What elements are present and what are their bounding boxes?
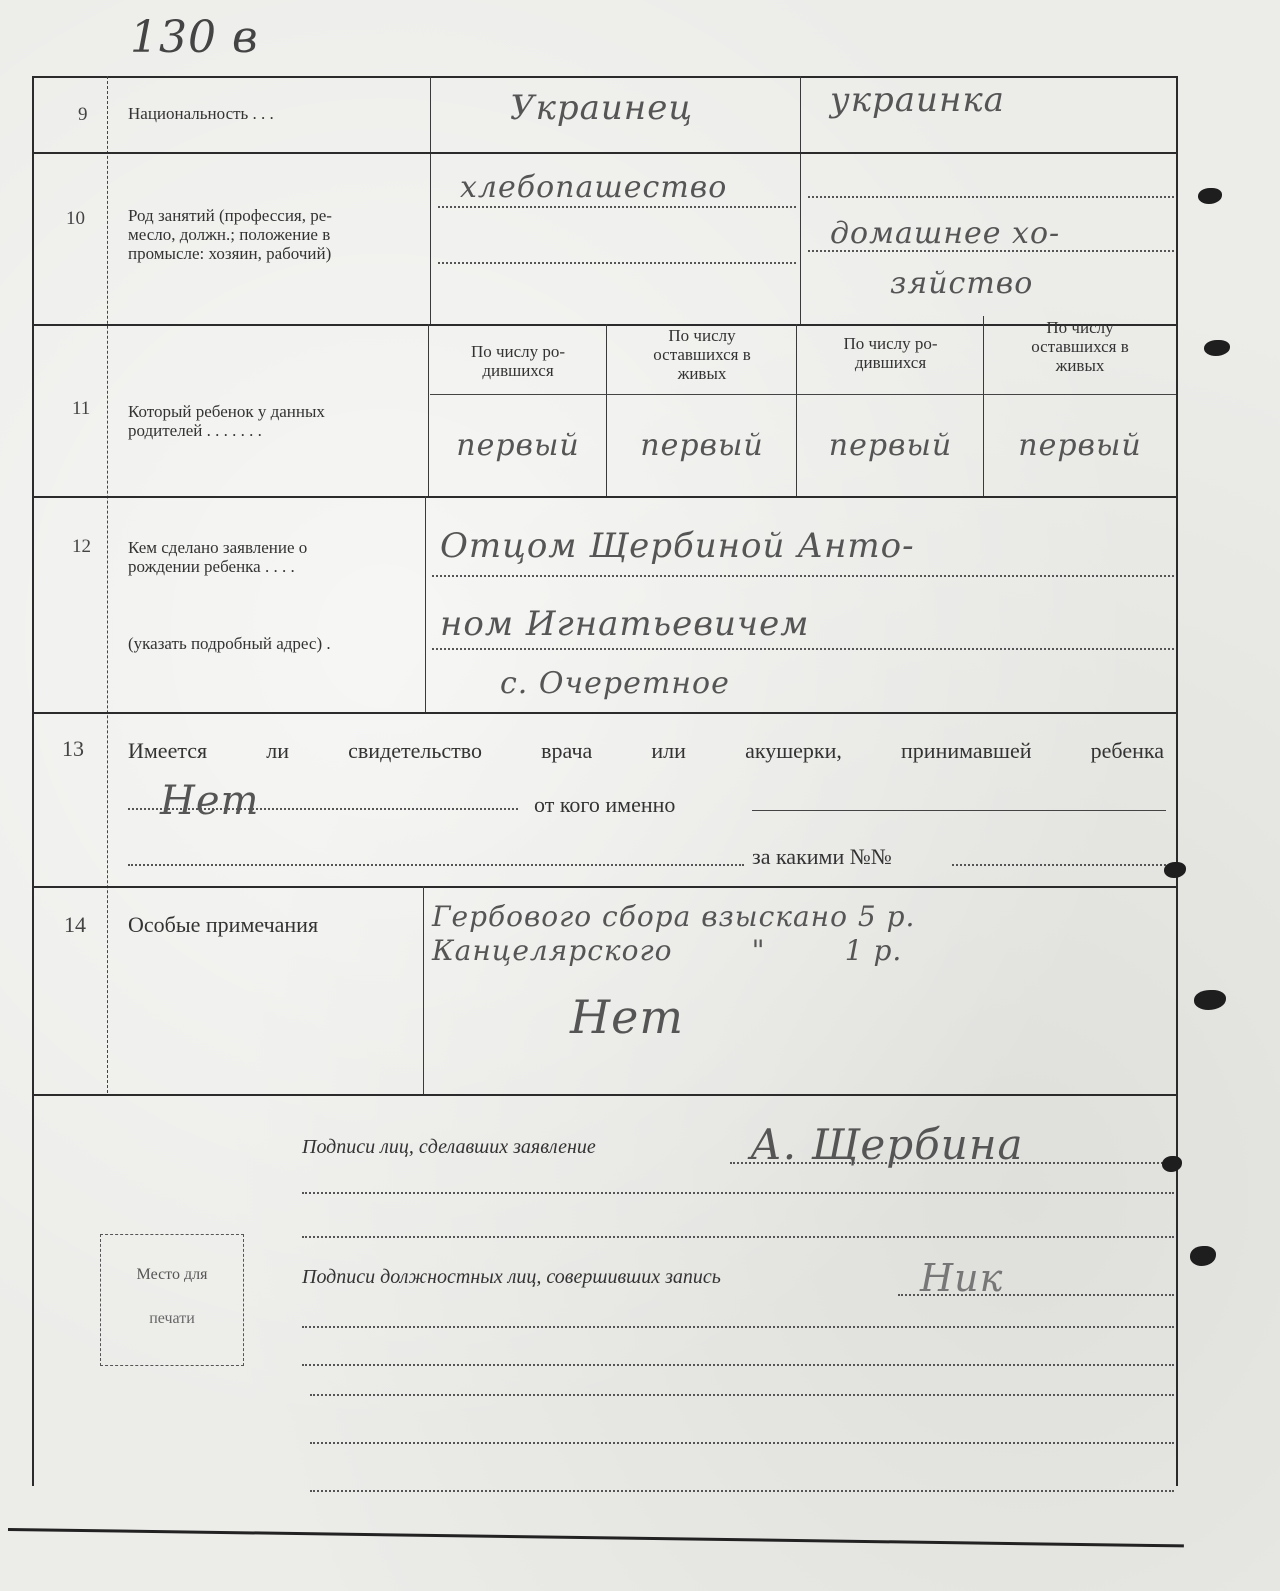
header-line: дившихся: [482, 361, 554, 380]
row-11-number: 11: [72, 398, 91, 419]
header-line: По числу ро-: [843, 334, 938, 353]
row-11-col-divider-2: [796, 324, 797, 496]
stamp-place-line-1: Место для: [136, 1266, 208, 1283]
row-13-numbers-label: за какими №№: [752, 844, 892, 869]
row-14-value-line-2: Канцелярского " 1 р.: [432, 934, 903, 967]
row-11-label-divider: [428, 324, 429, 496]
officials-signature-line-4: [310, 1394, 1174, 1396]
row-13-from-whom-label: от кого именно: [534, 792, 676, 817]
father-mother-divider: [800, 76, 801, 324]
row-10-father-line-2: [438, 262, 796, 264]
top-border: [32, 76, 1178, 78]
header-line: живых: [1055, 356, 1105, 375]
row-10-label-line: промысле: хозяин, рабочий): [128, 244, 332, 263]
row-10-number: 10: [66, 208, 85, 229]
row-10-label: [128, 206, 332, 263]
row-12-line-2: [432, 648, 1174, 650]
row-9-mother-value: украинка: [830, 80, 1005, 120]
row-14-value-line-1: Гербового сбора взыскано 5 р.: [432, 900, 916, 933]
officials-signature: Ник: [920, 1256, 1004, 1300]
header-line: По числу: [1046, 318, 1114, 337]
row-11-value-4: первый: [1018, 428, 1142, 463]
row-13-question: Имеется ли свидетельство врача или акушерки, принимавшей ребенка: [128, 738, 1164, 763]
row-12-value-line-3: с. Очеретное: [500, 666, 730, 701]
header-line: оставшихся в: [653, 345, 751, 364]
row-12-label-line: Кем сделано заявление о: [128, 538, 308, 557]
officials-signature-line-2: [302, 1326, 1174, 1328]
applicants-signature-label: Подписи лиц, сделавших заявление: [302, 1136, 596, 1158]
row-12-label-divider: [425, 496, 426, 712]
applicants-signature: А. Щербина: [750, 1120, 1024, 1169]
binding-hole-icon: [1204, 340, 1230, 356]
officials-signature-line-6: [310, 1490, 1174, 1492]
officials-signature-label: Подписи должностных лиц, совершивших запись: [302, 1266, 721, 1288]
stamp-place-box: [100, 1234, 244, 1366]
row-14-bottom: [32, 1094, 1178, 1096]
row-12-label: [128, 538, 307, 576]
applicants-signature-line-3: [302, 1236, 1174, 1238]
row-11-label-line: родителей . . . . . . .: [128, 421, 262, 440]
row-13-from-whom-line: [752, 810, 1166, 811]
officials-signature-line-3: [302, 1364, 1174, 1366]
row-9-number: 9: [78, 104, 88, 125]
header-line: По числу: [668, 326, 736, 345]
header-line: По числу ро-: [470, 342, 566, 361]
number-column-divider: [107, 76, 108, 1093]
row-11-value-3: первый: [828, 428, 953, 463]
row-11-bottom: [32, 496, 1178, 498]
row-9-father-value: Украинец: [510, 88, 694, 128]
row-11-header-4: [985, 318, 1175, 375]
header-line: дившихся: [854, 353, 927, 372]
row-9-bottom: [32, 152, 1178, 154]
row-13-numbers-line-left: [128, 864, 744, 866]
row-10-father-value: хлебопашество: [460, 170, 728, 205]
bottom-border: [8, 1528, 1184, 1547]
row-12-label-line: рождении ребенка . . . .: [128, 557, 295, 576]
binding-hole-icon: [1190, 1246, 1216, 1266]
row-11-label: [128, 402, 325, 440]
row-10-label-line: Род занятий (профессия, ре-: [128, 206, 332, 225]
header-line: оставшихся в: [1031, 337, 1129, 356]
row-12-sublabel: (указать подробный адрес) .: [128, 634, 331, 653]
row-11-col-divider-3: [983, 316, 984, 496]
row-11-header-3: [798, 334, 983, 372]
row-10-mother-value-line-2: зяйство: [890, 266, 1034, 301]
row-11-label-line: Который ребенок у данных: [128, 402, 325, 421]
binding-hole-icon: [1164, 862, 1186, 878]
applicants-signature-line-2: [302, 1192, 1174, 1194]
row-14-label-divider: [423, 886, 424, 1094]
label-column-divider: [430, 76, 431, 324]
row-13-number: 13: [62, 736, 84, 761]
row-14-number: 14: [64, 912, 86, 937]
binding-hole-icon: [1198, 188, 1222, 204]
stamp-place-line-2: печати: [149, 1310, 195, 1327]
row-12-line-1: [432, 575, 1174, 577]
page-number-handwritten: 130 в: [130, 12, 259, 63]
row-11-header-bottom: [430, 394, 1176, 395]
row-10-mother-line-1: [808, 196, 1174, 198]
row-10-mother-value-line-1: домашнее хо-: [830, 216, 1061, 251]
row-12-bottom: [32, 712, 1178, 714]
row-14-signature: Нет: [570, 990, 684, 1044]
header-line: живых: [677, 364, 727, 383]
row-13-numbers-line-right: [952, 864, 1166, 866]
row-14-label: Особые примечания: [128, 912, 319, 937]
row-11-value-1: первый: [456, 428, 580, 463]
row-11-value-2: первый: [640, 428, 764, 463]
row-9-label: Национальность . . .: [128, 104, 274, 123]
row-11-col-divider-1: [606, 324, 607, 496]
binding-hole-icon: [1194, 990, 1226, 1010]
row-12-value-line-2: ном Игнатьевичем: [440, 604, 810, 644]
binding-hole-icon: [1162, 1156, 1182, 1172]
row-11-header-2: [608, 326, 796, 383]
row-10-father-line-1: [438, 206, 796, 208]
row-13-answer: Нет: [160, 778, 260, 824]
officials-signature-line-5: [310, 1442, 1174, 1444]
row-12-value-line-1: Отцом Щербиной Анто-: [440, 526, 915, 566]
row-12-number: 12: [72, 536, 91, 557]
row-13-bottom: [32, 886, 1178, 888]
row-11-header-1: [430, 342, 606, 380]
row-10-label-line: месло, должн.; положение в: [128, 225, 331, 244]
